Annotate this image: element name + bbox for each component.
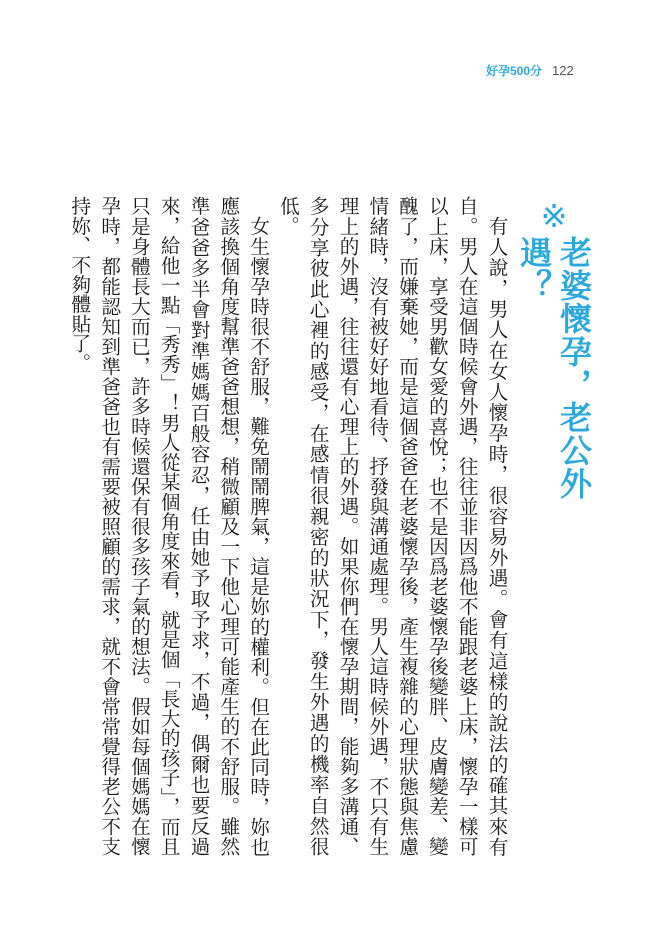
- paragraph-2: 女生懷孕時很不舒服，難免鬧鬧脾氣，這是妳的權利。但在此同時，妳也應該換個角度幫準爸爸想想，稍微顧及一下他心理可能產生的不舒服。雖然準爸爸多半會對準媽媽百般容忍，任由她予取予求，不過，偶爾也要反過來，給他一點「秀秀」！男人從某個角度來看，就是個「長大的孩子」，而且只是身體長大而已，許多時候還保有很多孩子氣的想法。假如每個媽媽在懷孕時，都能認知到準爸爸也有需要被照顧的需求，就不會常常覺得老公不支持妳、不夠體貼了。: [67, 196, 270, 856]
- book-title: 好孕500分: [486, 63, 543, 78]
- section-heading-text: 老婆懷孕，老公外遇？: [515, 236, 593, 500]
- paragraph-1: 有人說，男人在女人懷孕時，很容易外遇。會有這樣的說法的確其來有自。男人在這個時候會外遇，往往並非因爲他不能跟老婆上床，懷孕一樣可以上床，享受男歡女愛的喜悅；也不是因爲老婆懷孕後變胖、皮膚變差、變醜了，而嫌棄她，而是這個爸爸在老婆懷孕後，產生複雜的心理狀態與焦慮情緒時，沒有被好好地看待、抒發與溝通處理。男人這時候外遇，不只有生理上的外遇，往往還有心理上的外遇。如果你們在懷孕期間，能夠多溝通、多分享彼此心裡的感受，在感情很親密的狀況下，發生外遇的機率自然很低。: [276, 196, 508, 856]
- body-text: [64, 196, 511, 856]
- running-header: [486, 60, 626, 80]
- page-number: 122: [552, 62, 574, 78]
- section-heading: [515, 196, 593, 526]
- reference-mark-icon: ※: [540, 197, 568, 235]
